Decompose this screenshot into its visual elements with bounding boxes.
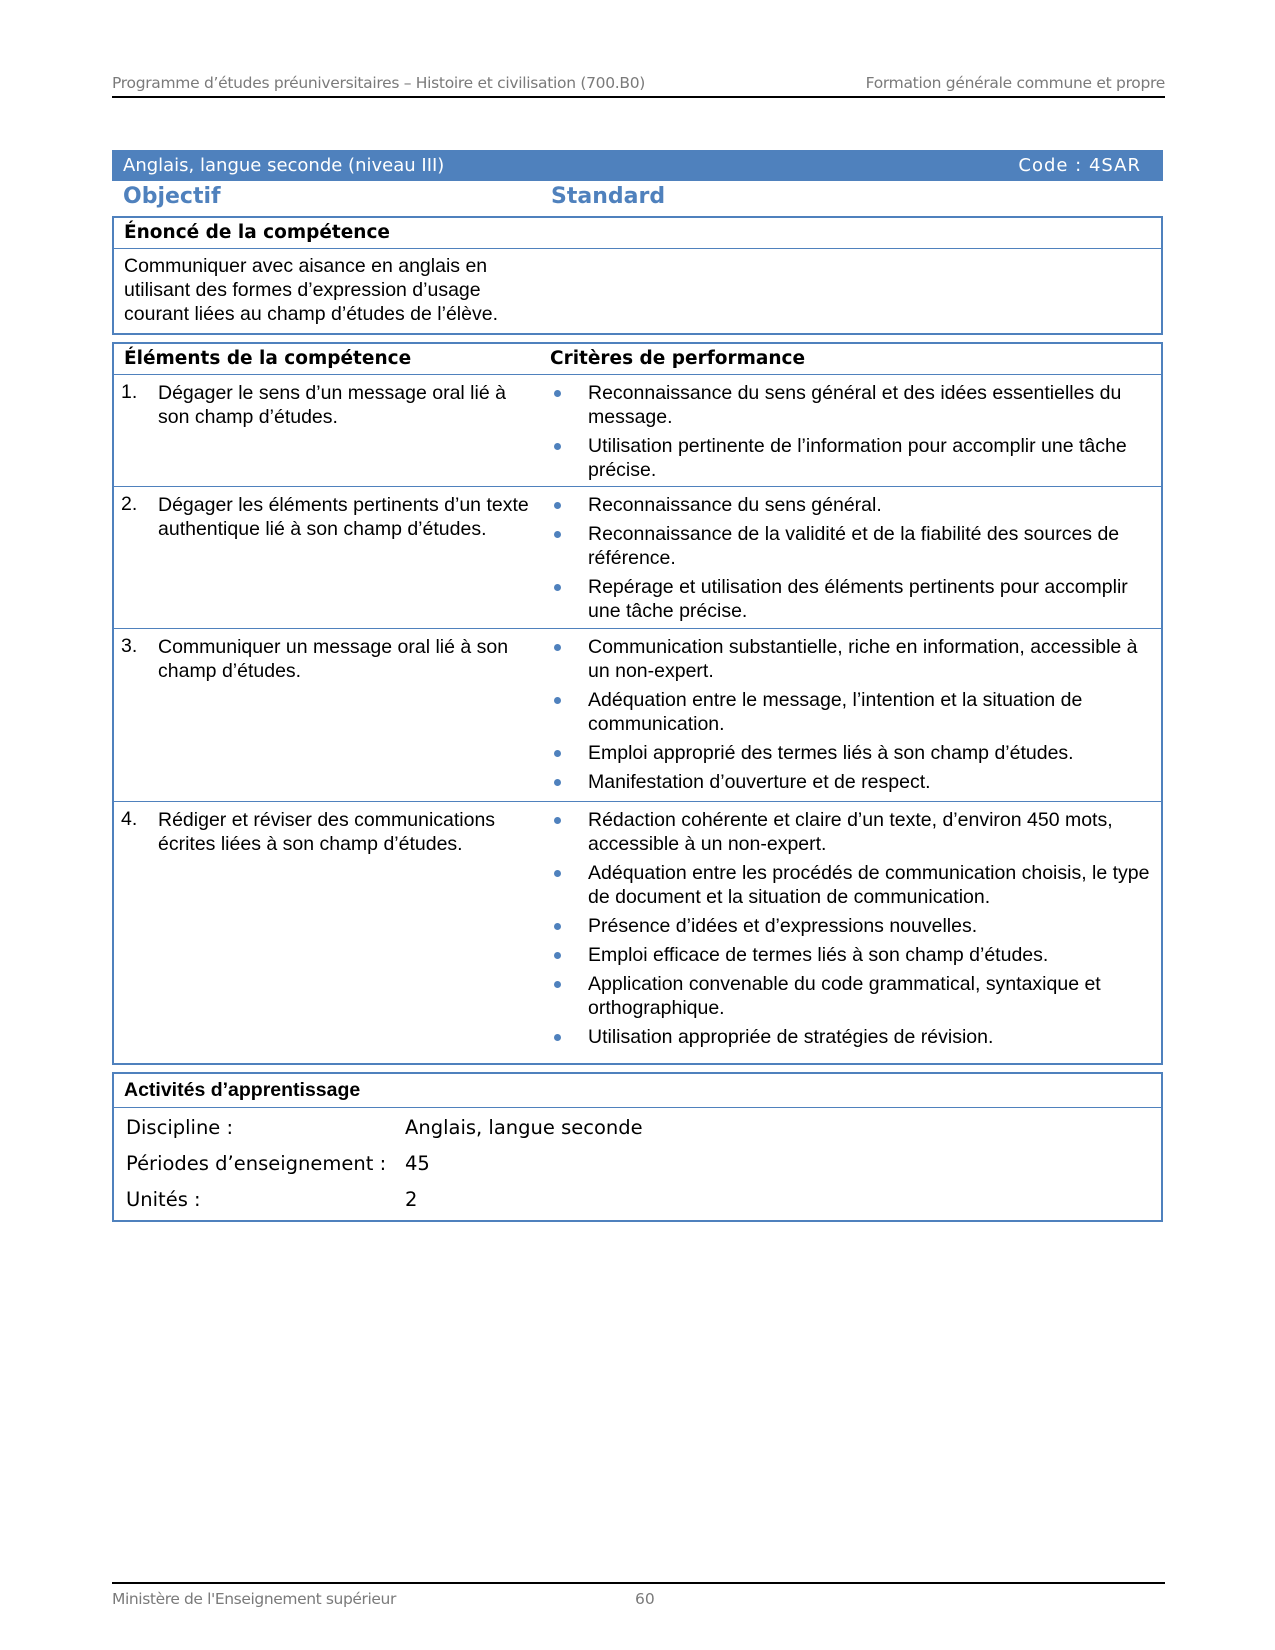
bullet-icon [554, 584, 561, 591]
bullet-icon [554, 531, 561, 538]
unites-value: 2 [405, 1188, 418, 1211]
page-footer [112, 1582, 1165, 1608]
criterion-item: Emploi efficace de termes liés à son champ d’études. [550, 943, 1150, 967]
bullet-icon [554, 923, 561, 930]
enonce-header [114, 218, 1161, 249]
bullet-icon [554, 502, 561, 509]
enonce-box [112, 216, 1163, 335]
criterion-item: Rédaction cohérente et claire d’un texte, d’environ 450 mots, accessible à un non-expert. [550, 808, 1150, 856]
bullet-icon [554, 390, 561, 397]
periodes-value: 45 [405, 1152, 430, 1175]
element-number: 1. [121, 381, 138, 403]
enonce-line: Communiquer avec aisance en anglais en [124, 255, 488, 277]
criterion-item: Communication substantielle, riche en information, accessible à un non-expert. [550, 635, 1150, 683]
bullet-icon [554, 817, 561, 824]
element-number: 4. [121, 808, 138, 830]
ministry-name: Ministère de l'Enseignement supérieur [112, 1590, 396, 1608]
criterion-item: Adéquation entre les procédés de communication choisis, le type de document et la situation de communication. [550, 861, 1150, 909]
program-title: Programme d’études préuniversitaires – Histoire et civilisation (700.B0) [112, 74, 646, 92]
activites-heading: Activités d’apprentissage [124, 1079, 361, 1101]
enonce-line: courant liées au champ d’études de l’élève. [124, 303, 498, 325]
criteria-list [550, 493, 1150, 628]
criterion-item: Manifestation d’ouverture et de respect. [550, 770, 1150, 794]
activites-box [112, 1072, 1163, 1222]
discipline-label: Discipline : [126, 1116, 234, 1139]
column-headings [112, 184, 1163, 214]
element-row [114, 487, 1161, 629]
bullet-icon [554, 644, 561, 651]
criterion-item: Adéquation entre le message, l’intention et la situation de communication. [550, 688, 1150, 736]
criterion-item: Emploi approprié des termes liés à son champ d’études. [550, 741, 1150, 765]
unites-label: Unités : [126, 1188, 201, 1211]
objectif-heading: Objectif [123, 184, 221, 209]
elements-box [112, 342, 1163, 1065]
element-number: 3. [121, 635, 138, 657]
criteria-list [550, 381, 1150, 487]
element-text: Dégager le sens d’un message oral lié à son champ d’études. [158, 382, 506, 428]
periodes-label: Périodes d’enseignement : [126, 1152, 387, 1175]
bullet-icon [554, 870, 561, 877]
standard-heading: Standard [551, 184, 666, 209]
element-text: Communiquer un message oral lié à son champ d’études. [158, 636, 509, 682]
bullet-icon [554, 779, 561, 786]
element-row [114, 802, 1161, 1061]
element-row [114, 629, 1161, 802]
criterion-item: Présence d’idées et d’expressions nouvelles. [550, 914, 1150, 938]
enonce-line: utilisant des formes d’expression d’usage [124, 279, 481, 301]
enonce-heading: Énoncé de la compétence [124, 222, 390, 243]
elements-heading: Éléments de la compétence [124, 348, 412, 369]
bullet-icon [554, 750, 561, 757]
criterion-item: Utilisation appropriée de stratégies de révision. [550, 1025, 1150, 1049]
discipline-value: Anglais, langue seconde [405, 1116, 643, 1139]
activites-header [114, 1074, 1161, 1108]
elements-header [114, 344, 1161, 375]
course-title-band [112, 150, 1163, 181]
bullet-icon [554, 981, 561, 988]
element-row [114, 375, 1161, 487]
criteria-list [550, 808, 1150, 1054]
bullet-icon [554, 443, 561, 450]
criterion-item: Reconnaissance de la validité et de la fiabilité des sources de référence. [550, 522, 1150, 570]
page-number: 60 [635, 1590, 655, 1608]
course-title: Anglais, langue seconde (niveau III) [123, 155, 445, 176]
bullet-icon [554, 952, 561, 959]
element-number: 2. [121, 493, 138, 515]
criterion-item: Reconnaissance du sens général. [550, 493, 1150, 517]
bullet-icon [554, 1034, 561, 1041]
criterion-item: Utilisation pertinente de l’information pour accomplir une tâche précise. [550, 434, 1150, 482]
criteria-list [550, 635, 1150, 799]
bullet-icon [554, 697, 561, 704]
criterion-item: Repérage et utilisation des éléments pertinents pour accomplir une tâche précise. [550, 575, 1150, 623]
page-header [112, 72, 1165, 98]
criteria-heading: Critères de performance [550, 348, 806, 369]
section-title: Formation générale commune et propre [865, 74, 1165, 92]
criterion-item: Reconnaissance du sens général et des idées essentielles du message. [550, 381, 1150, 429]
enonce-text [124, 254, 544, 326]
element-text: Rédiger et réviser des communications écrites liées à son champ d’études. [158, 809, 496, 855]
course-code: Code : 4SAR [1018, 155, 1141, 176]
criterion-item: Application convenable du code grammatical, syntaxique et orthographique. [550, 972, 1150, 1020]
element-text: Dégager les éléments pertinents d’un texte authentique lié à son champ d’études. [158, 494, 529, 540]
